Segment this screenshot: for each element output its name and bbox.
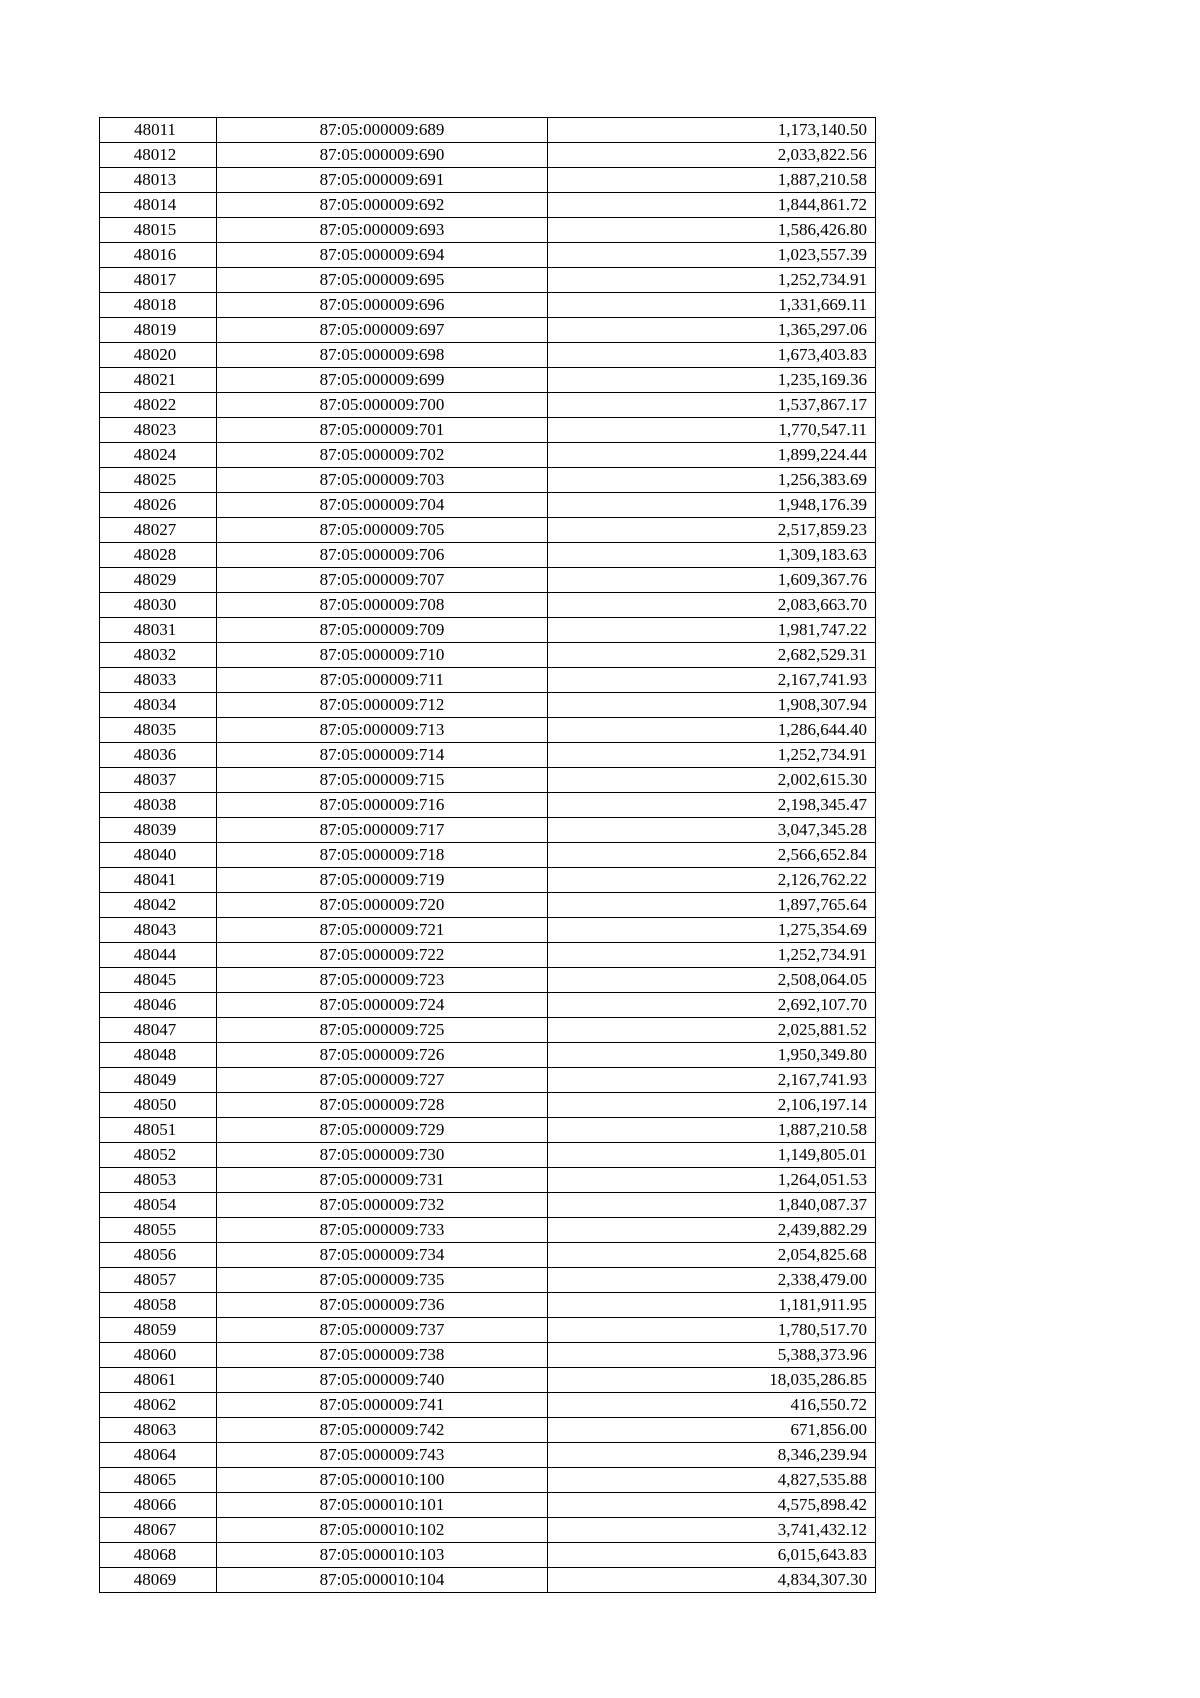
row-number-cell: 48021 [100, 368, 217, 393]
table-row [100, 143, 876, 168]
value-cell: 2,083,663.70 [548, 593, 876, 618]
value-cell: 416,550.72 [548, 1393, 876, 1418]
value-cell: 1,844,861.72 [548, 193, 876, 218]
value-cell: 2,106,197.14 [548, 1093, 876, 1118]
row-number-cell: 48047 [100, 1018, 217, 1043]
row-number-cell: 48013 [100, 168, 217, 193]
cadastral-number-cell: 87:05:000009:738 [217, 1343, 548, 1368]
row-number-cell: 48015 [100, 218, 217, 243]
table-row [100, 1543, 876, 1568]
cadastral-number-cell: 87:05:000009:730 [217, 1143, 548, 1168]
cadastral-number-cell: 87:05:000009:734 [217, 1243, 548, 1268]
table-row [100, 943, 876, 968]
value-cell: 1,149,805.01 [548, 1143, 876, 1168]
row-number-cell: 48019 [100, 318, 217, 343]
value-cell: 2,508,064.05 [548, 968, 876, 993]
row-number-cell: 48057 [100, 1268, 217, 1293]
row-number-cell: 48064 [100, 1443, 217, 1468]
cadastral-number-cell: 87:05:000009:700 [217, 393, 548, 418]
cadastral-number-cell: 87:05:000009:693 [217, 218, 548, 243]
value-cell: 1,948,176.39 [548, 493, 876, 518]
table-row [100, 1018, 876, 1043]
value-cell: 1,264,051.53 [548, 1168, 876, 1193]
row-number-cell: 48011 [100, 118, 217, 143]
value-cell: 1,887,210.58 [548, 168, 876, 193]
row-number-cell: 48050 [100, 1093, 217, 1118]
cadastral-number-cell: 87:05:000009:707 [217, 568, 548, 593]
value-cell: 671,856.00 [548, 1418, 876, 1443]
cadastral-number-cell: 87:05:000009:703 [217, 468, 548, 493]
cadastral-number-cell: 87:05:000009:736 [217, 1293, 548, 1318]
table-row [100, 393, 876, 418]
value-cell: 1,309,183.63 [548, 543, 876, 568]
row-number-cell: 48031 [100, 618, 217, 643]
row-number-cell: 48045 [100, 968, 217, 993]
cadastral-number-cell: 87:05:000009:722 [217, 943, 548, 968]
cadastral-number-cell: 87:05:000010:103 [217, 1543, 548, 1568]
table-row [100, 368, 876, 393]
table-body [100, 118, 876, 1593]
value-cell: 1,252,734.91 [548, 268, 876, 293]
cadastral-number-cell: 87:05:000009:691 [217, 168, 548, 193]
value-cell: 1,887,210.58 [548, 1118, 876, 1143]
value-cell: 6,015,643.83 [548, 1543, 876, 1568]
cadastral-number-cell: 87:05:000009:690 [217, 143, 548, 168]
value-cell: 5,388,373.96 [548, 1343, 876, 1368]
value-cell: 2,002,615.30 [548, 768, 876, 793]
row-number-cell: 48043 [100, 918, 217, 943]
value-cell: 2,033,822.56 [548, 143, 876, 168]
cadastral-number-cell: 87:05:000009:710 [217, 643, 548, 668]
table-row [100, 1468, 876, 1493]
cadastral-number-cell: 87:05:000009:696 [217, 293, 548, 318]
cadastral-number-cell: 87:05:000010:100 [217, 1468, 548, 1493]
value-cell: 1,780,517.70 [548, 1318, 876, 1343]
row-number-cell: 48033 [100, 668, 217, 693]
row-number-cell: 48069 [100, 1568, 217, 1593]
table-row [100, 1093, 876, 1118]
cadastral-number-cell: 87:05:000009:731 [217, 1168, 548, 1193]
cadastral-number-cell: 87:05:000009:692 [217, 193, 548, 218]
cadastral-number-cell: 87:05:000010:101 [217, 1493, 548, 1518]
value-cell: 4,575,898.42 [548, 1493, 876, 1518]
table-row [100, 1493, 876, 1518]
table-row [100, 1143, 876, 1168]
row-number-cell: 48068 [100, 1543, 217, 1568]
row-number-cell: 48063 [100, 1418, 217, 1443]
row-number-cell: 48062 [100, 1393, 217, 1418]
row-number-cell: 48059 [100, 1318, 217, 1343]
row-number-cell: 48058 [100, 1293, 217, 1318]
value-cell: 8,346,239.94 [548, 1443, 876, 1468]
table-row [100, 443, 876, 468]
cadastral-number-cell: 87:05:000009:727 [217, 1068, 548, 1093]
cadastral-number-cell: 87:05:000009:737 [217, 1318, 548, 1343]
value-cell: 1,586,426.80 [548, 218, 876, 243]
row-number-cell: 48039 [100, 818, 217, 843]
table-row [100, 1118, 876, 1143]
row-number-cell: 48036 [100, 743, 217, 768]
table-row [100, 118, 876, 143]
cadastral-number-cell: 87:05:000009:723 [217, 968, 548, 993]
row-number-cell: 48025 [100, 468, 217, 493]
row-number-cell: 48028 [100, 543, 217, 568]
cadastral-number-cell: 87:05:000009:705 [217, 518, 548, 543]
value-cell: 2,338,479.00 [548, 1268, 876, 1293]
table-row [100, 1343, 876, 1368]
cadastral-number-cell: 87:05:000009:701 [217, 418, 548, 443]
row-number-cell: 48054 [100, 1193, 217, 1218]
row-number-cell: 48026 [100, 493, 217, 518]
value-cell: 1,950,349.80 [548, 1043, 876, 1068]
row-number-cell: 48067 [100, 1518, 217, 1543]
row-number-cell: 48018 [100, 293, 217, 318]
cadastral-number-cell: 87:05:000009:733 [217, 1218, 548, 1243]
table-row [100, 868, 876, 893]
value-cell: 2,692,107.70 [548, 993, 876, 1018]
table-row [100, 818, 876, 843]
value-cell: 1,252,734.91 [548, 943, 876, 968]
table-row [100, 568, 876, 593]
table-row [100, 1418, 876, 1443]
table-row [100, 593, 876, 618]
table-row [100, 718, 876, 743]
row-number-cell: 48053 [100, 1168, 217, 1193]
table-row [100, 918, 876, 943]
table-row [100, 968, 876, 993]
row-number-cell: 48029 [100, 568, 217, 593]
value-cell: 1,673,403.83 [548, 343, 876, 368]
row-number-cell: 48048 [100, 1043, 217, 1068]
table-row [100, 1568, 876, 1593]
value-cell: 2,198,345.47 [548, 793, 876, 818]
table-row [100, 1193, 876, 1218]
row-number-cell: 48040 [100, 843, 217, 868]
table-row [100, 1068, 876, 1093]
value-cell: 2,167,741.93 [548, 668, 876, 693]
row-number-cell: 48034 [100, 693, 217, 718]
cadastral-number-cell: 87:05:000009:717 [217, 818, 548, 843]
row-number-cell: 48022 [100, 393, 217, 418]
cadastral-number-cell: 87:05:000009:715 [217, 768, 548, 793]
cadastral-number-cell: 87:05:000009:714 [217, 743, 548, 768]
row-number-cell: 48049 [100, 1068, 217, 1093]
row-number-cell: 48012 [100, 143, 217, 168]
cadastral-number-cell: 87:05:000009:732 [217, 1193, 548, 1218]
cadastral-number-cell: 87:05:000009:713 [217, 718, 548, 743]
row-number-cell: 48027 [100, 518, 217, 543]
cadastral-number-cell: 87:05:000009:724 [217, 993, 548, 1018]
table-row [100, 343, 876, 368]
cadastral-number-cell: 87:05:000009:719 [217, 868, 548, 893]
cadastral-number-cell: 87:05:000009:695 [217, 268, 548, 293]
value-cell: 4,827,535.88 [548, 1468, 876, 1493]
row-number-cell: 48032 [100, 643, 217, 668]
cadastral-number-cell: 87:05:000009:743 [217, 1443, 548, 1468]
table-row [100, 1318, 876, 1343]
table-row [100, 1268, 876, 1293]
cadastral-number-cell: 87:05:000009:735 [217, 1268, 548, 1293]
value-cell: 1,173,140.50 [548, 118, 876, 143]
value-cell: 1,023,557.39 [548, 243, 876, 268]
row-number-cell: 48014 [100, 193, 217, 218]
table-row [100, 1293, 876, 1318]
table-row [100, 1518, 876, 1543]
cadastral-number-cell: 87:05:000010:104 [217, 1568, 548, 1593]
table-row [100, 418, 876, 443]
value-cell: 1,275,354.69 [548, 918, 876, 943]
value-cell: 1,181,911.95 [548, 1293, 876, 1318]
row-number-cell: 48055 [100, 1218, 217, 1243]
value-cell: 18,035,286.85 [548, 1368, 876, 1393]
table-row [100, 318, 876, 343]
value-cell: 2,054,825.68 [548, 1243, 876, 1268]
table-row [100, 468, 876, 493]
table-row [100, 643, 876, 668]
cadastral-number-cell: 87:05:000009:709 [217, 618, 548, 643]
table-row [100, 618, 876, 643]
cadastral-number-cell: 87:05:000009:742 [217, 1418, 548, 1443]
table-row [100, 743, 876, 768]
cadastral-number-cell: 87:05:000009:741 [217, 1393, 548, 1418]
table-row [100, 1218, 876, 1243]
cadastral-number-cell: 87:05:000009:697 [217, 318, 548, 343]
value-cell: 2,682,529.31 [548, 643, 876, 668]
row-number-cell: 48061 [100, 1368, 217, 1393]
table-row [100, 168, 876, 193]
table-row [100, 768, 876, 793]
row-number-cell: 48044 [100, 943, 217, 968]
table-row [100, 243, 876, 268]
cadastral-number-cell: 87:05:000009:708 [217, 593, 548, 618]
value-cell: 1,609,367.76 [548, 568, 876, 593]
value-cell: 1,256,383.69 [548, 468, 876, 493]
cadastral-number-cell: 87:05:000009:698 [217, 343, 548, 368]
cadastral-number-cell: 87:05:000009:726 [217, 1043, 548, 1068]
value-cell: 1,908,307.94 [548, 693, 876, 718]
table-row [100, 268, 876, 293]
row-number-cell: 48066 [100, 1493, 217, 1518]
value-cell: 2,126,762.22 [548, 868, 876, 893]
row-number-cell: 48017 [100, 268, 217, 293]
row-number-cell: 48056 [100, 1243, 217, 1268]
row-number-cell: 48060 [100, 1343, 217, 1368]
value-cell: 1,252,734.91 [548, 743, 876, 768]
cadastral-number-cell: 87:05:000009:729 [217, 1118, 548, 1143]
value-cell: 1,981,747.22 [548, 618, 876, 643]
table-row [100, 293, 876, 318]
cadastral-value-table [99, 117, 876, 1593]
cadastral-number-cell: 87:05:000009:740 [217, 1368, 548, 1393]
value-cell: 1,770,547.11 [548, 418, 876, 443]
value-cell: 2,025,881.52 [548, 1018, 876, 1043]
value-cell: 2,439,882.29 [548, 1218, 876, 1243]
cadastral-number-cell: 87:05:000009:711 [217, 668, 548, 693]
cadastral-number-cell: 87:05:000009:721 [217, 918, 548, 943]
cadastral-number-cell: 87:05:000009:706 [217, 543, 548, 568]
row-number-cell: 48030 [100, 593, 217, 618]
cadastral-number-cell: 87:05:000009:702 [217, 443, 548, 468]
row-number-cell: 48016 [100, 243, 217, 268]
cadastral-number-cell: 87:05:000009:689 [217, 118, 548, 143]
table-row [100, 193, 876, 218]
table-row [100, 1168, 876, 1193]
table-row [100, 893, 876, 918]
table-row [100, 493, 876, 518]
table-row [100, 1243, 876, 1268]
row-number-cell: 48035 [100, 718, 217, 743]
table-row [100, 1393, 876, 1418]
value-cell: 1,331,669.11 [548, 293, 876, 318]
cadastral-number-cell: 87:05:000009:712 [217, 693, 548, 718]
cadastral-number-cell: 87:05:000009:720 [217, 893, 548, 918]
value-cell: 2,167,741.93 [548, 1068, 876, 1093]
cadastral-number-cell: 87:05:000009:718 [217, 843, 548, 868]
value-cell: 3,047,345.28 [548, 818, 876, 843]
row-number-cell: 48038 [100, 793, 217, 818]
cadastral-number-cell: 87:05:000009:699 [217, 368, 548, 393]
table-row [100, 1043, 876, 1068]
cadastral-number-cell: 87:05:000009:725 [217, 1018, 548, 1043]
row-number-cell: 48037 [100, 768, 217, 793]
value-cell: 1,840,087.37 [548, 1193, 876, 1218]
value-cell: 4,834,307.30 [548, 1568, 876, 1593]
value-cell: 2,566,652.84 [548, 843, 876, 868]
row-number-cell: 48052 [100, 1143, 217, 1168]
table-row [100, 1368, 876, 1393]
row-number-cell: 48046 [100, 993, 217, 1018]
table-row [100, 693, 876, 718]
value-cell: 2,517,859.23 [548, 518, 876, 543]
table-row [100, 543, 876, 568]
cadastral-number-cell: 87:05:000009:694 [217, 243, 548, 268]
row-number-cell: 48023 [100, 418, 217, 443]
table-row [100, 218, 876, 243]
value-cell: 1,897,765.64 [548, 893, 876, 918]
cadastral-number-cell: 87:05:000010:102 [217, 1518, 548, 1543]
table-row [100, 793, 876, 818]
table-row [100, 843, 876, 868]
table-row [100, 668, 876, 693]
value-cell: 1,537,867.17 [548, 393, 876, 418]
row-number-cell: 48065 [100, 1468, 217, 1493]
table-row [100, 993, 876, 1018]
cadastral-number-cell: 87:05:000009:704 [217, 493, 548, 518]
value-cell: 1,365,297.06 [548, 318, 876, 343]
value-cell: 1,899,224.44 [548, 443, 876, 468]
table-row [100, 1443, 876, 1468]
row-number-cell: 48024 [100, 443, 217, 468]
value-cell: 1,286,644.40 [548, 718, 876, 743]
cadastral-number-cell: 87:05:000009:716 [217, 793, 548, 818]
value-cell: 3,741,432.12 [548, 1518, 876, 1543]
cadastral-number-cell: 87:05:000009:728 [217, 1093, 548, 1118]
table-row [100, 518, 876, 543]
value-cell: 1,235,169.36 [548, 368, 876, 393]
row-number-cell: 48020 [100, 343, 217, 368]
row-number-cell: 48051 [100, 1118, 217, 1143]
row-number-cell: 48041 [100, 868, 217, 893]
row-number-cell: 48042 [100, 893, 217, 918]
